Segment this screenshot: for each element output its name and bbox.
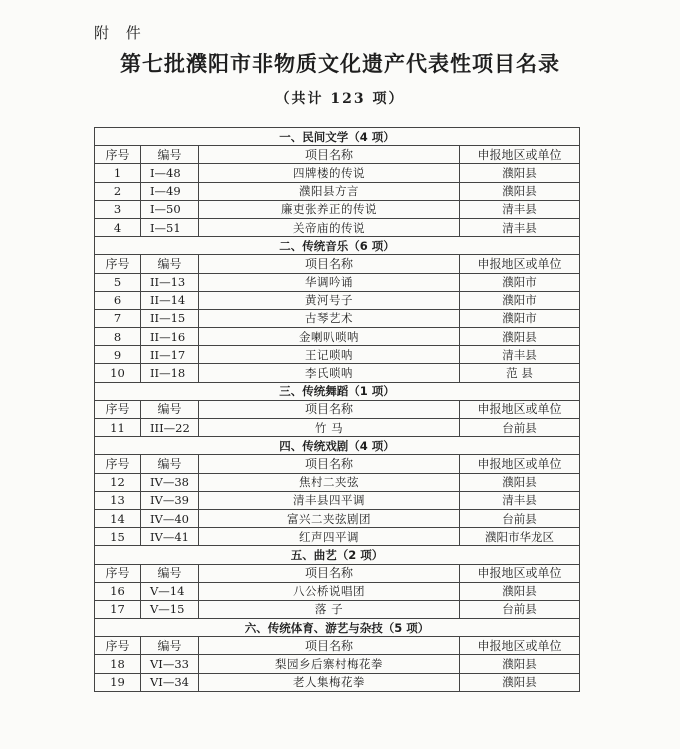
row-region: 濮阳县 bbox=[460, 673, 580, 691]
row-code: IV—38 bbox=[141, 473, 199, 491]
section-row bbox=[95, 437, 580, 455]
row-number: 8 bbox=[95, 328, 141, 346]
header-row bbox=[95, 455, 580, 473]
row-region: 濮阳县 bbox=[460, 473, 580, 491]
row-name: 廉吏张养正的传说 bbox=[199, 200, 460, 218]
table-row bbox=[95, 273, 580, 291]
table-row bbox=[95, 164, 580, 182]
row-number: 4 bbox=[95, 218, 141, 236]
row-code: I—48 bbox=[141, 164, 199, 182]
table-row bbox=[95, 655, 580, 673]
row-name: 王记唢呐 bbox=[199, 346, 460, 364]
row-region: 清丰县 bbox=[460, 218, 580, 236]
row-number: 5 bbox=[95, 273, 141, 291]
row-number: 1 bbox=[95, 164, 141, 182]
row-code: II—18 bbox=[141, 364, 199, 382]
table-row bbox=[95, 218, 580, 236]
row-code: VI—34 bbox=[141, 673, 199, 691]
table-row bbox=[95, 182, 580, 200]
row-code: III—22 bbox=[141, 419, 199, 437]
section-title: 六、传统体育、游艺与杂技（5 项） bbox=[95, 619, 580, 637]
row-code: V—14 bbox=[141, 582, 199, 600]
header-region: 申报地区或单位 bbox=[460, 637, 580, 655]
row-region: 濮阳县 bbox=[460, 328, 580, 346]
section-title: 四、传统戏剧（4 项） bbox=[95, 437, 580, 455]
section-row bbox=[95, 619, 580, 637]
heritage-list-table bbox=[94, 127, 580, 692]
table-row bbox=[95, 291, 580, 309]
header-name: 项目名称 bbox=[199, 637, 460, 655]
header-no: 序号 bbox=[95, 637, 141, 655]
row-number: 14 bbox=[95, 509, 141, 527]
row-name: 关帝庙的传说 bbox=[199, 218, 460, 236]
row-region: 濮阳市 bbox=[460, 291, 580, 309]
total-count: （共计 123 项） bbox=[275, 91, 405, 107]
table-row bbox=[95, 528, 580, 546]
table-row bbox=[95, 600, 580, 618]
row-number: 11 bbox=[95, 419, 141, 437]
header-name: 项目名称 bbox=[199, 400, 460, 418]
header-region: 申报地区或单位 bbox=[460, 146, 580, 164]
table-row bbox=[95, 200, 580, 218]
header-code: 编号 bbox=[141, 146, 199, 164]
row-name: 红声四平调 bbox=[199, 528, 460, 546]
header-code: 编号 bbox=[141, 455, 199, 473]
row-number: 17 bbox=[95, 600, 141, 618]
row-region: 台前县 bbox=[460, 600, 580, 618]
header-name: 项目名称 bbox=[199, 146, 460, 164]
header-no: 序号 bbox=[95, 146, 141, 164]
row-code: V—15 bbox=[141, 600, 199, 618]
header-code: 编号 bbox=[141, 637, 199, 655]
row-code: II—17 bbox=[141, 346, 199, 364]
section-row bbox=[95, 382, 580, 400]
section-title: 三、传统舞蹈（1 项） bbox=[95, 382, 580, 400]
header-region: 申报地区或单位 bbox=[460, 255, 580, 273]
row-code: II—14 bbox=[141, 291, 199, 309]
header-region: 申报地区或单位 bbox=[460, 455, 580, 473]
row-region: 濮阳市华龙区 bbox=[460, 528, 580, 546]
table-row bbox=[95, 309, 580, 327]
row-name: 竹 马 bbox=[199, 419, 460, 437]
header-name: 项目名称 bbox=[199, 564, 460, 582]
attachment-label: 附 件 bbox=[94, 24, 147, 42]
table-row bbox=[95, 491, 580, 509]
row-number: 3 bbox=[95, 200, 141, 218]
header-row bbox=[95, 400, 580, 418]
table-row bbox=[95, 509, 580, 527]
row-number: 6 bbox=[95, 291, 141, 309]
row-code: IV—39 bbox=[141, 491, 199, 509]
row-code: VI—33 bbox=[141, 655, 199, 673]
row-number: 19 bbox=[95, 673, 141, 691]
section-title: 五、曲艺（2 项） bbox=[95, 546, 580, 564]
row-name: 华调吟诵 bbox=[199, 273, 460, 291]
row-number: 13 bbox=[95, 491, 141, 509]
row-number: 18 bbox=[95, 655, 141, 673]
row-region: 濮阳县 bbox=[460, 182, 580, 200]
row-region: 范 县 bbox=[460, 364, 580, 382]
row-code: II—13 bbox=[141, 273, 199, 291]
header-code: 编号 bbox=[141, 255, 199, 273]
row-code: IV—40 bbox=[141, 509, 199, 527]
table-row bbox=[95, 346, 580, 364]
row-number: 16 bbox=[95, 582, 141, 600]
table-row bbox=[95, 364, 580, 382]
section-row bbox=[95, 237, 580, 255]
row-number: 10 bbox=[95, 364, 141, 382]
row-name: 落 子 bbox=[199, 600, 460, 618]
header-row bbox=[95, 564, 580, 582]
table-row bbox=[95, 419, 580, 437]
row-number: 7 bbox=[95, 309, 141, 327]
row-region: 清丰县 bbox=[460, 346, 580, 364]
row-region: 濮阳县 bbox=[460, 164, 580, 182]
header-no: 序号 bbox=[95, 455, 141, 473]
row-region: 清丰县 bbox=[460, 200, 580, 218]
row-name: 李氏唢呐 bbox=[199, 364, 460, 382]
row-name: 老人集梅花拳 bbox=[199, 673, 460, 691]
header-row bbox=[95, 255, 580, 273]
table-row bbox=[95, 582, 580, 600]
row-number: 2 bbox=[95, 182, 141, 200]
header-region: 申报地区或单位 bbox=[460, 564, 580, 582]
header-row bbox=[95, 637, 580, 655]
row-code: IV—41 bbox=[141, 528, 199, 546]
row-code: I—49 bbox=[141, 182, 199, 200]
header-no: 序号 bbox=[95, 400, 141, 418]
row-number: 9 bbox=[95, 346, 141, 364]
row-code: II—15 bbox=[141, 309, 199, 327]
header-no: 序号 bbox=[95, 255, 141, 273]
section-row bbox=[95, 546, 580, 564]
row-region: 清丰县 bbox=[460, 491, 580, 509]
row-code: I—50 bbox=[141, 200, 199, 218]
header-region: 申报地区或单位 bbox=[460, 400, 580, 418]
document-title: 第七批濮阳市非物质文化遗产代表性项目名录 bbox=[120, 52, 560, 76]
section-title: 二、传统音乐（6 项） bbox=[95, 237, 580, 255]
row-name: 四牌楼的传说 bbox=[199, 164, 460, 182]
row-region: 濮阳县 bbox=[460, 582, 580, 600]
row-name: 富兴二夹弦剧团 bbox=[199, 509, 460, 527]
table-row bbox=[95, 328, 580, 346]
row-region: 濮阳市 bbox=[460, 273, 580, 291]
section-title: 一、民间文学（4 项） bbox=[95, 128, 580, 146]
section-row bbox=[95, 128, 580, 146]
header-code: 编号 bbox=[141, 400, 199, 418]
row-code: I—51 bbox=[141, 218, 199, 236]
header-name: 项目名称 bbox=[199, 455, 460, 473]
row-number: 15 bbox=[95, 528, 141, 546]
row-name: 焦村二夹弦 bbox=[199, 473, 460, 491]
row-region: 台前县 bbox=[460, 509, 580, 527]
header-name: 项目名称 bbox=[199, 255, 460, 273]
row-region: 台前县 bbox=[460, 419, 580, 437]
row-name: 濮阳县方言 bbox=[199, 182, 460, 200]
header-no: 序号 bbox=[95, 564, 141, 582]
header-row bbox=[95, 146, 580, 164]
row-name: 金喇叭唢呐 bbox=[199, 328, 460, 346]
row-code: II—16 bbox=[141, 328, 199, 346]
table-row bbox=[95, 673, 580, 691]
row-name: 八公桥说唱团 bbox=[199, 582, 460, 600]
row-region: 濮阳县 bbox=[460, 655, 580, 673]
row-name: 古琴艺术 bbox=[199, 309, 460, 327]
row-number: 12 bbox=[95, 473, 141, 491]
row-name: 梨园乡后寨村梅花拳 bbox=[199, 655, 460, 673]
table-row bbox=[95, 473, 580, 491]
header-code: 编号 bbox=[141, 564, 199, 582]
row-name: 清丰县四平调 bbox=[199, 491, 460, 509]
row-name: 黄河号子 bbox=[199, 291, 460, 309]
row-region: 濮阳市 bbox=[460, 309, 580, 327]
